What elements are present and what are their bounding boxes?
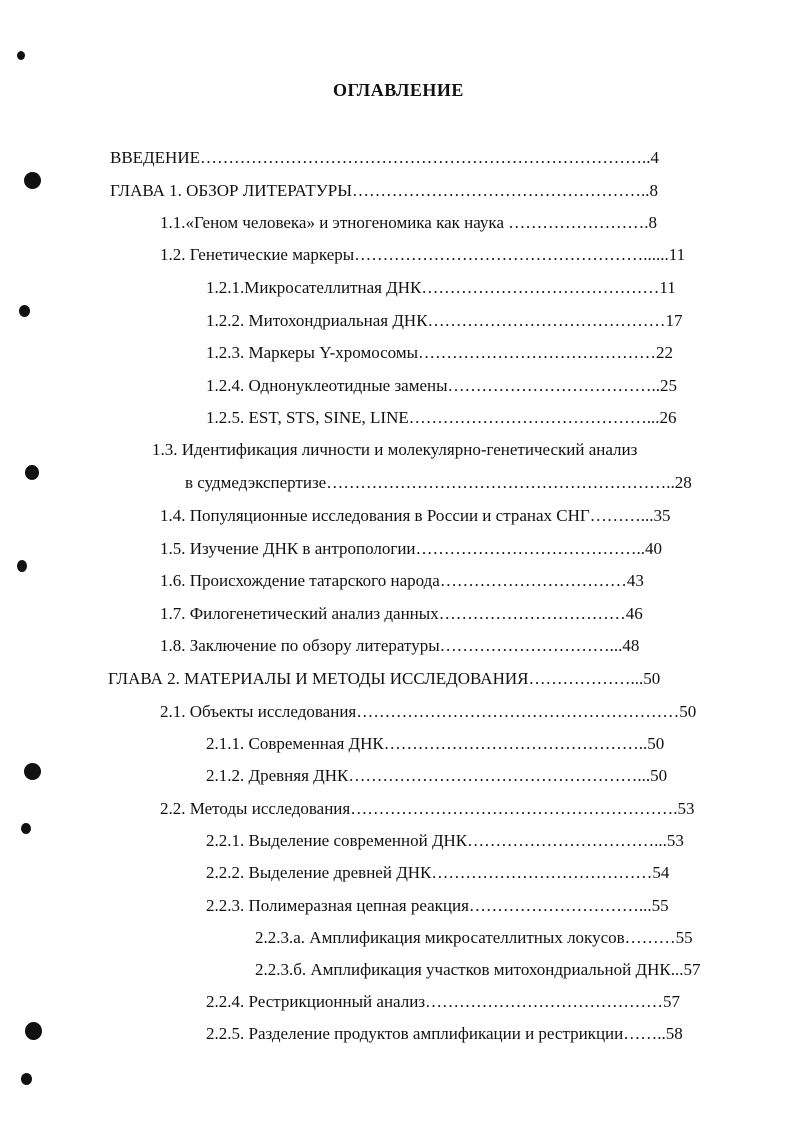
punch-hole-9 — [21, 1073, 32, 1085]
toc-entry-1-2-4: 1.2.4. Однонуклеотидные замены………………………………..25 — [206, 376, 678, 395]
toc-entry-introduction: ВВЕДЕНИЕ……………………………………………………………………..4 — [110, 148, 659, 167]
toc-entry-1-4: 1.4. Популяционные исследования в России и странах СНГ………...35 — [160, 506, 671, 525]
toc-entry-2-2-2: 2.2.2. Выделение древней ДНК…………………………………54 — [206, 863, 670, 882]
toc-entry-2-2-1: 2.2.1. Выделение современной ДНК……………………………...53 — [206, 831, 684, 850]
toc-entry-2-2-3: 2.2.3. Полимеразная цепная реакция…………………………...55 — [206, 896, 669, 915]
page-title: ОГЛАВЛЕНИЕ — [333, 80, 464, 100]
toc-entry-1-2-3: 1.2.3. Маркеры Y-хромосомы……………………………………22 — [206, 343, 674, 362]
punch-hole-6 — [24, 763, 41, 780]
toc-entry-2-1-1: 2.1.1. Современная ДНК………………………………………..50 — [206, 734, 665, 753]
punch-hole-4 — [25, 465, 39, 480]
toc-entry-2-2: 2.2. Методы исследования………………………………………………….53 — [160, 799, 695, 818]
toc-entry-chapter-1: ГЛАВА 1. ОБЗОР ЛИТЕРАТУРЫ……………………………………………..8 — [110, 181, 659, 200]
toc-entry-1-2-5: 1.2.5. EST, STS, SINE, LINE……………………………………...26 — [206, 408, 677, 427]
toc-entry-1-3: 1.3. Идентификация личности и молекулярно-генетический анализ — [152, 440, 638, 459]
toc-entry-1-1: 1.1.«Геном человека» и этногеномика как наука …………………….8 — [160, 213, 657, 232]
toc-entry-chapter-2: ГЛАВА 2. МАТЕРИАЛЫ И МЕТОДЫ ИССЛЕДОВАНИЯ………………...50 — [108, 669, 661, 688]
toc-entry-1-6: 1.6. Происхождение татарского народа……………………………43 — [160, 571, 644, 590]
punch-hole-5 — [17, 560, 27, 572]
toc-entry-1-2-2: 1.2.2. Митохондриальная ДНК……………………………………17 — [206, 311, 683, 330]
toc-entry-1-8: 1.8. Заключение по обзору литературы…………………………...48 — [160, 636, 640, 655]
punch-hole-3 — [19, 305, 30, 317]
toc-entry-1-2: 1.2. Генетические маркеры……………………………………………......11 — [160, 245, 686, 264]
toc-entry-1-7: 1.7. Филогенетический анализ данных……………………………46 — [160, 604, 643, 623]
toc-entry-1-3-continued: в судмедэкспертизе……………………………………………………..28 — [185, 473, 692, 492]
punch-hole-1 — [17, 51, 25, 60]
toc-entry-1-2-1: 1.2.1.Микросателлитная ДНК……………………………………11 — [206, 278, 676, 297]
punch-hole-7 — [21, 823, 31, 834]
punch-hole-2 — [24, 172, 41, 189]
toc-entry-1-5: 1.5. Изучение ДНК в антропологии…………………………………..40 — [160, 539, 663, 558]
toc-entry-2-1: 2.1. Объекты исследования…………………………………………………50 — [160, 702, 697, 721]
toc-entry-2-2-3-b: 2.2.3.б. Амплификация участков митохондриальной ДНК...57 — [255, 960, 701, 979]
toc-entry-2-2-5: 2.2.5. Разделение продуктов амплификации и рестрикции……..58 — [206, 1024, 683, 1043]
toc-entry-2-2-4: 2.2.4. Рестрикционный анализ……………………………………57 — [206, 992, 681, 1011]
toc-entry-2-1-2: 2.1.2. Древняя ДНК……………………………………………...50 — [206, 766, 668, 785]
punch-hole-8 — [25, 1022, 42, 1040]
toc-entry-2-2-3-a: 2.2.3.а. Амплификация микросателлитных локусов………55 — [255, 928, 693, 947]
